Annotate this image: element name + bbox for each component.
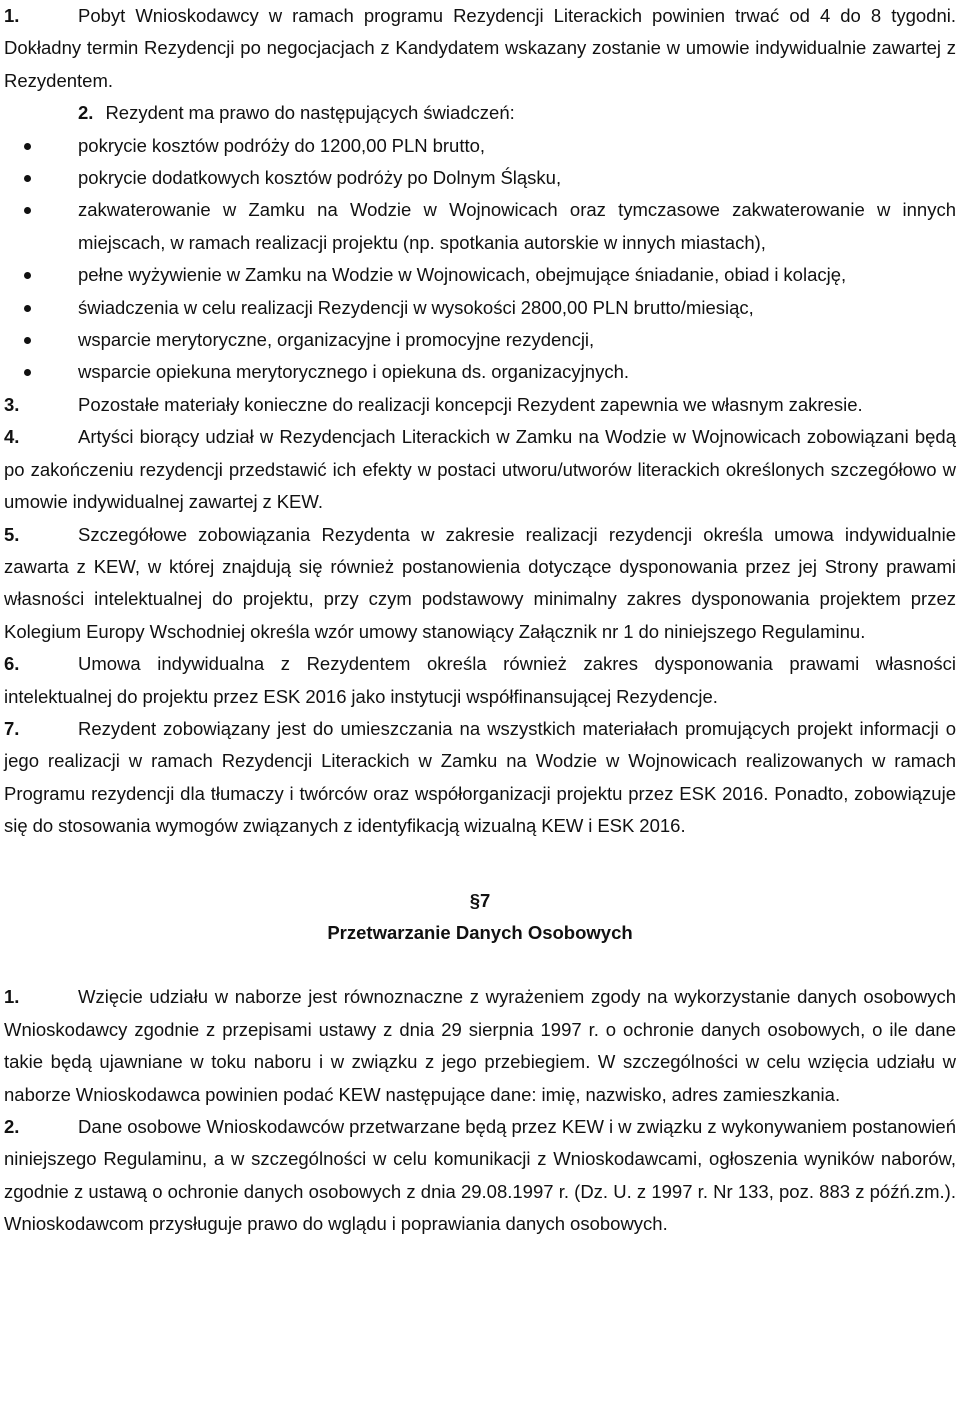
- list-item: [78, 259, 956, 291]
- paragraph-number: 5.: [4, 523, 20, 545]
- section-title: Przetwarzanie Danych Osobowych: [327, 921, 633, 943]
- section-sign: §7: [469, 889, 491, 911]
- bullet-icon: [24, 337, 31, 344]
- list-item-text: zakwaterowanie w Zamku na Wodzie w Wojnowicach oraz tymczasowe zakwaterowanie w innych miejscach, w ramach realizacji projektu (np. spotkania autorskie w innych miastach),: [78, 199, 956, 253]
- paragraph-number: 2.: [78, 102, 94, 124]
- benefits-list: [4, 130, 956, 389]
- paragraph-number: 4.: [4, 426, 20, 448]
- bullet-icon: [24, 305, 31, 312]
- paragraph-number: 2.: [4, 1116, 20, 1137]
- bullet-icon: [24, 272, 31, 279]
- paragraph-text: Dane osobowe Wnioskodawców przetwarzane będą przez KEW i w związku z wykonywaniem postanowień niniejszego Regulaminu, a w szczególności w celu komunikacji z Wnioskodawcami, ogłoszenia wyników naborów, zgodnie z ustawą o ochronie danych osobowych z dnia 29.08.1997 r. (Dz. U. z 1997 r. Nr 133, poz. 883 z późń.zm.). Wnioskodawcom przysługuje prawo do wglądu i poprawiania danych osobowych.: [4, 1116, 956, 1235]
- list-item: [78, 292, 956, 324]
- paragraph-6-7: [4, 713, 956, 843]
- paragraph-number: 6.: [4, 653, 20, 675]
- paragraph-number: 7.: [4, 717, 20, 739]
- list-item: [78, 194, 956, 259]
- paragraph-7-1: [4, 981, 956, 1111]
- paragraph-6-4: [4, 421, 956, 518]
- paragraph-number: 1.: [4, 5, 20, 26]
- paragraph-6-2: [4, 97, 956, 129]
- list-item-text: pokrycie kosztów podróży do 1200,00 PLN brutto,: [78, 134, 486, 156]
- paragraph-text: Artyści biorący udział w Rezydencjach Literackich w Zamku na Wodzie w Wojnowicach zobowiązani będą po zakończeniu rezydencji przedstawić ich efekty w postaci utworu/utworów literackich określonych szczegółowo w umowie indywidualnej zawartej z KEW.: [4, 426, 956, 513]
- paragraph-6-1: [4, 0, 956, 97]
- list-item: [78, 324, 956, 356]
- list-item-text: pełne wyżywienie w Zamku na Wodzie w Wojnowicach, obejmujące śniadanie, obiad i kolację,: [78, 264, 847, 286]
- list-item-text: świadczenia w celu realizacji Rezydencji w wysokości 2800,00 PLN brutto/miesiąc,: [78, 296, 754, 318]
- paragraph-text: Umowa indywidualna z Rezydentem określa również zakres dysponowania prawami własności intelektualnej do projektu przez ESK 2016 jako instytucji współfinansującej Rezydencje.: [4, 653, 956, 707]
- paragraph-text: Rezydent ma prawo do następujących świadczeń:: [105, 102, 515, 124]
- list-item-text: wsparcie merytoryczne, organizacyjne i promocyjne rezydencji,: [78, 329, 595, 351]
- paragraph-text: Szczegółowe zobowiązania Rezydenta w zakresie realizacji rezydencji określa umowa indywidualnie zawarta z KEW, w której znajdują się również postanowienia dotyczące dysponowania przez jej Strony prawami własności intelektualnej do projektu, przy czym podstawowy minimalny zakres dysponowania projektem przez Kolegium Europy Wschodniej określa wzór umowy stanowiący Załącznik nr 1 do niniejszego Regulaminu.: [4, 523, 956, 642]
- bullet-icon: [24, 207, 31, 214]
- paragraph-number: 3.: [4, 393, 20, 415]
- paragraph-6-6: [4, 648, 956, 713]
- list-item: [78, 356, 956, 388]
- bullet-icon: [24, 369, 31, 376]
- list-item-text: wsparcie opiekuna merytorycznego i opiekuna ds. organizacyjnych.: [78, 361, 630, 383]
- paragraph-number: 1.: [4, 986, 20, 1008]
- list-item: [78, 162, 956, 194]
- bullet-icon: [24, 143, 31, 150]
- list-item: [78, 130, 956, 162]
- paragraph-6-3: [4, 389, 956, 421]
- paragraph-text: Pobyt Wnioskodawcy w ramach programu Rezydencji Literackich powinien trwać od 4 do 8 tygodni. Dokładny termin Rezydencji po negocjacjach z Kandydatem wskazany zostanie w umowie indywidualnie zawartej z Rezydentem.: [4, 5, 956, 91]
- paragraph-7-2: [4, 1111, 956, 1241]
- paragraph-text: Pozostałe materiały konieczne do realizacji koncepcji Rezydent zapewnia we własnym zakresie.: [78, 393, 863, 415]
- paragraph-6-5: [4, 519, 956, 649]
- bullet-icon: [24, 175, 31, 182]
- paragraph-text: Rezydent zobowiązany jest do umieszczania na wszystkich materiałach promujących projekt informacji o jego realizacji w ramach Rezydencji Literackich w Zamku na Wodzie w Wojnowicach realizowanych w ramach Programu rezydencji dla tłumaczy i twórców oraz współorganizacji projektu przez ESK 2016. Ponadto, zobowiązuje się do stosowania wymogów związanych z identyfikacją wizualną KEW i ESK 2016.: [4, 717, 956, 837]
- list-item-text: pokrycie dodatkowych kosztów podróży po Dolnym Śląsku,: [78, 167, 562, 189]
- paragraph-text: Wzięcie udziału w naborze jest równoznaczne z wyrażeniem zgody na wykorzystanie danych osobowych Wnioskodawcy zgodnie z przepisami ustawy z dnia 29 sierpnia 1997 r. o ochronie danych osobowych, o ile dane takie będą ujawniane w toku naboru i w związku z jego przebiegiem. W szczególności w celu wzięcia udziału w naborze Wnioskodawca powinien podać KEW następujące dane: imię, nazwisko, adres zamieszkania.: [4, 986, 956, 1105]
